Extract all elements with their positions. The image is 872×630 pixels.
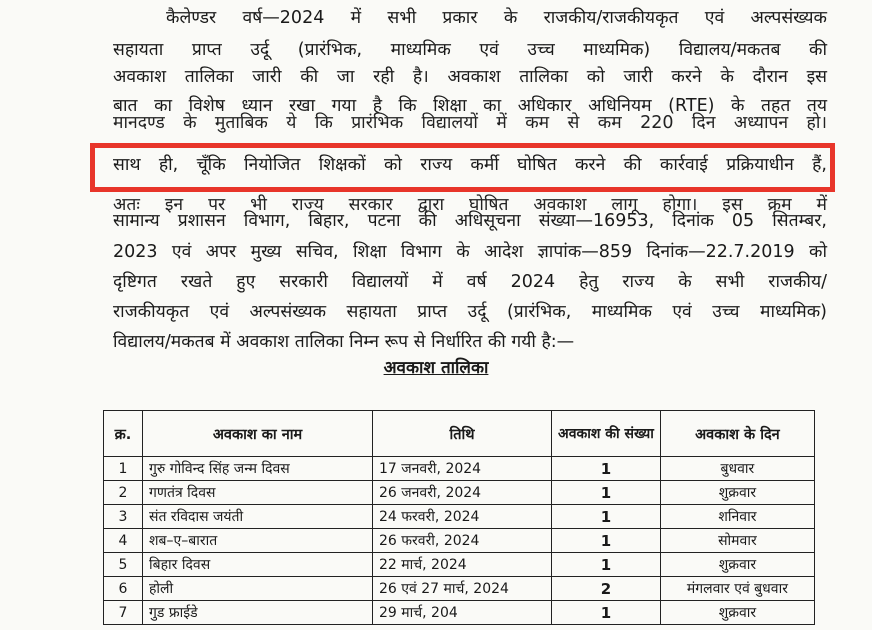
table-row [104,553,815,577]
cell-name: गुरु गोविन्द सिंह जन्म दिवस [143,457,373,481]
cell-num: 1 [104,457,143,481]
cell-date: 29 मार्च, 204 [373,601,552,625]
cell-name: गणतंत्र दिवस [143,481,373,505]
cell-num: 4 [104,529,143,553]
cell-count: 1 [552,457,661,481]
cell-day: मंगलवार एवं बुधवार [660,577,814,601]
cell-date: 26 फरवरी, 2024 [373,529,552,553]
cell-name: संत रविदास जयंती [143,505,373,529]
paragraph-line-12: विद्यालय/मकतब में अवकाश तालिका निम्न रूप से निर्धारित की गयी है:— [113,332,575,352]
table-row [104,529,815,553]
cell-name: शब–ए–बारात [143,529,373,553]
cell-date: 26 एवं 27 मार्च, 2024 [373,577,552,601]
cell-day: शुक्रवार [660,601,814,625]
cell-day: शुक्रवार [660,481,814,505]
header-day: अवकाश के दिन [660,411,814,457]
cell-date: 22 मार्च, 2024 [373,553,552,577]
header-name: अवकाश का नाम [143,411,373,457]
cell-num: 7 [104,601,143,625]
cell-num: 5 [104,553,143,577]
table-header-row [104,411,815,457]
cell-count: 1 [552,529,661,553]
paragraph-line-9: 2023 एवं अपर मुख्य सचिव, शिक्षा विभाग के आदेश ज्ञापांक—859 दिनांक—22.7.2019 को [113,242,827,262]
paragraph-line-7-cut: अतः इन पर भी राज्य सरकार द्वारा घोषित अवकाश लागू होगा। इस क्रम में [113,195,827,215]
cell-day: शनिवार [660,505,814,529]
cell-name: गुड फ्राईडे [143,601,373,625]
holiday-table [103,410,815,625]
table-row [104,601,815,625]
highlighted-line: साथ ही, चूँकि नियोजित शिक्षकों को राज्य कर्मी घोषित करने की कार्रवाई प्रक्रियाधीन हैं, [113,155,827,175]
table-row [104,457,815,481]
paragraph-line-8: सामान्य प्रशासन विभाग, बिहार, पटना की अधिसूचना संख्या—16953, दिनांक 05 सितम्बर, [113,211,827,231]
cell-day: शुक्रवार [660,553,814,577]
cell-num: 2 [104,481,143,505]
cell-num: 3 [104,505,143,529]
table-row [104,481,815,505]
table-row [104,505,815,529]
cell-count: 1 [552,601,661,625]
cell-count: 2 [552,577,661,601]
paragraph-line-5-cut: मानदण्ड के मुताबिक ये कि प्रारंभिक विद्यालयों में कम से कम 220 दिन अध्यापन हो। [113,113,827,133]
cell-day: सोमवार [660,529,814,553]
paragraph-line-2: सहायता प्राप्त उर्दू (प्रारंभिक, माध्यमिक एवं उच्च माध्यमिक) विद्यालय/मकतब की [113,40,827,60]
cell-date: 17 जनवरी, 2024 [373,457,552,481]
red-highlight-box [90,143,835,192]
cell-name: बिहार दिवस [143,553,373,577]
header-date: तिथि [373,411,552,457]
cell-count: 1 [552,553,661,577]
paragraph-line-4: बात का विशेष ध्यान रखा गया है कि शिक्षा का अधिकार अधिनियम (RTE) के तहत तय [113,96,827,116]
cell-count: 1 [552,481,661,505]
cell-date: 26 जनवरी, 2024 [373,481,552,505]
cell-day: बुधवार [660,457,814,481]
table-row [104,577,815,601]
paragraph-line-11: राजकीयकृत एवं अल्पसंख्यक सहायता प्राप्त उर्दू (प्रारंभिक, माध्यमिक एवं उच्च माध्यमिक) [113,302,827,322]
cell-date: 24 फरवरी, 2024 [373,505,552,529]
table-title: अवकाश तालिका [383,358,489,378]
cell-count: 1 [552,505,661,529]
cell-num: 6 [104,577,143,601]
cell-name: होली [143,577,373,601]
paragraph-line-3: अवकाश तालिका जारी की जा रही है। अवकाश तालिका को जारी करने के दौरान इस [113,67,827,87]
header-num: क्र. [104,411,143,457]
paragraph-line-10: दृष्टिगत रखते हुए सरकारी विद्यालयों में वर्ष 2024 हेतु राज्य के सभी राजकीय/ [113,272,827,292]
paragraph-line-1: कैलेण्डर वर्ष—2024 में सभी प्रकार के राजकीय/राजकीयकृत एवं अल्पसंख्यक [166,8,827,28]
header-count: अवकाश की संख्या [552,411,661,457]
